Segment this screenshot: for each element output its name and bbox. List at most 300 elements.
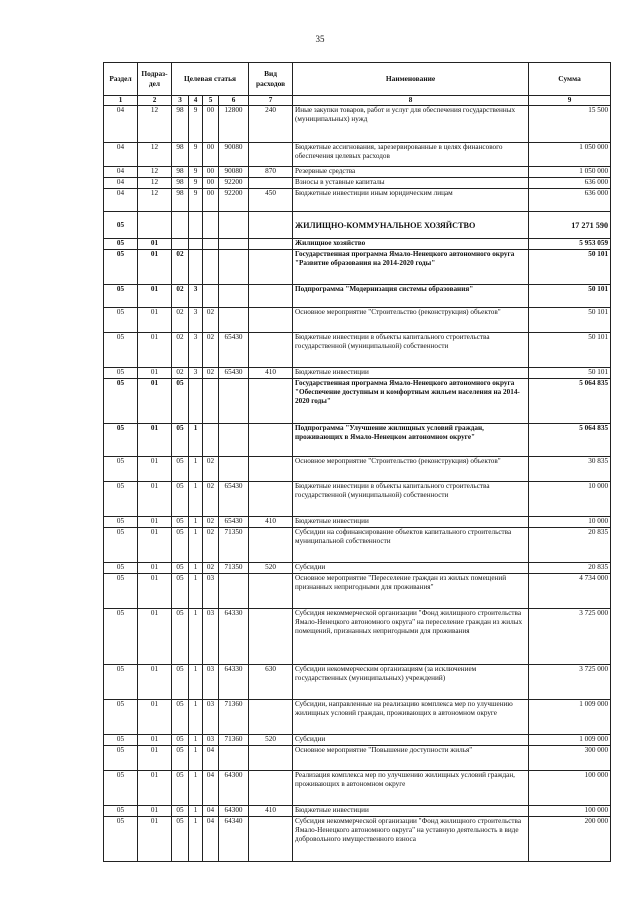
cell-expense-type: 410 (249, 806, 293, 817)
cell-podrazdel: 01 (138, 424, 172, 457)
cell-activity: 03 (203, 735, 219, 746)
table-row (104, 482, 611, 517)
cell-name: Реализация комплекса мер по улучшению жилищных условий граждан, проживающих в автономном округе (293, 771, 529, 806)
cell-podrazdel: 01 (138, 528, 172, 563)
cell-expense-type (249, 379, 293, 424)
cell-razdel: 05 (104, 665, 138, 700)
cell-subprogram: 3 (189, 368, 203, 379)
cell-razdel: 04 (104, 106, 138, 143)
cell-activity (203, 379, 219, 424)
cell-name: Основное мероприятие "Повышение доступности жилья" (293, 746, 529, 771)
cell-activity (203, 212, 219, 239)
cell-subprogram: 1 (189, 424, 203, 457)
table-row (104, 517, 611, 528)
cell-activity (203, 424, 219, 457)
cell-activity: 02 (203, 517, 219, 528)
cell-expense-type (249, 212, 293, 239)
cell-activity: 00 (203, 143, 219, 167)
cell-program: 05 (172, 665, 189, 700)
cell-razdel: 04 (104, 178, 138, 189)
cell-subprogram: 1 (189, 806, 203, 817)
table-body (104, 106, 611, 862)
cell-sum: 50 101 (529, 285, 611, 308)
cell-program: 05 (172, 563, 189, 574)
cell-name: Субсидии на софинансирование объектов капитального строительства муниципальной собственности (293, 528, 529, 563)
cell-podrazdel: 01 (138, 482, 172, 517)
cell-expense-type (249, 457, 293, 482)
cell-direction: 71350 (219, 528, 249, 563)
cell-program: 05 (172, 379, 189, 424)
cell-program: 05 (172, 700, 189, 735)
cell-subprogram: 9 (189, 189, 203, 212)
cell-podrazdel: 01 (138, 239, 172, 250)
cell-subprogram: 1 (189, 817, 203, 862)
cell-podrazdel: 01 (138, 735, 172, 746)
table-row (104, 285, 611, 308)
header-expense-type: Вид расходов (249, 63, 293, 96)
cell-name: Государственная программа Ямало-Ненецкого автономного округа "Развитие образования на 2014-2020 годы" (293, 250, 529, 285)
cell-subprogram: 9 (189, 106, 203, 143)
cell-activity: 02 (203, 308, 219, 333)
cell-sum: 636 000 (529, 189, 611, 212)
cell-razdel: 05 (104, 771, 138, 806)
table-row (104, 563, 611, 574)
cell-expense-type (249, 746, 293, 771)
cell-name: Субсидии, направленные на реализацию комплекса мер по улучшению жилищных условий граждан, проживающих в автономном округе (293, 700, 529, 735)
cell-name: Основное мероприятие "Строительство (реконструкция) объектов" (293, 457, 529, 482)
cell-expense-type: 240 (249, 106, 293, 143)
cell-program: 05 (172, 517, 189, 528)
cell-sum: 3 725 000 (529, 609, 611, 665)
cell-razdel: 05 (104, 212, 138, 239)
cell-subprogram (189, 212, 203, 239)
cell-expense-type (249, 771, 293, 806)
cell-expense-type: 520 (249, 735, 293, 746)
cell-subprogram: 1 (189, 735, 203, 746)
cell-subprogram: 3 (189, 308, 203, 333)
cell-sum: 636 000 (529, 178, 611, 189)
cell-direction: 65430 (219, 517, 249, 528)
column-number: 8 (293, 96, 529, 106)
header-name: Наименование (293, 63, 529, 96)
cell-name: Субсидии (293, 563, 529, 574)
cell-name: Бюджетные инвестиции (293, 517, 529, 528)
cell-direction: 65430 (219, 333, 249, 368)
cell-razdel: 05 (104, 517, 138, 528)
cell-expense-type (249, 424, 293, 457)
cell-subprogram: 3 (189, 333, 203, 368)
cell-name: Бюджетные инвестиции иным юридическим лицам (293, 189, 529, 212)
cell-program: 05 (172, 771, 189, 806)
cell-direction (219, 379, 249, 424)
cell-sum: 1 009 000 (529, 735, 611, 746)
cell-name: Подпрограмма "Модернизация системы образования" (293, 285, 529, 308)
cell-expense-type (249, 250, 293, 285)
cell-sum: 1 050 000 (529, 143, 611, 167)
cell-program: 98 (172, 167, 189, 178)
cell-razdel: 05 (104, 368, 138, 379)
cell-podrazdel: 01 (138, 333, 172, 368)
cell-name: Субсидия некоммерческой организации "Фонд жилищного строительства Ямало-Ненецкого автономного округа" на переселение граждан из жилых помещений, признанных непригодными для проживания (293, 609, 529, 665)
cell-expense-type (249, 333, 293, 368)
cell-name: Бюджетные ассигнования, зарезервированные в целях финансового обеспечения целевых расходов (293, 143, 529, 167)
cell-sum: 50 101 (529, 250, 611, 285)
table-row (104, 528, 611, 563)
table-row (104, 735, 611, 746)
column-number: 9 (529, 96, 611, 106)
cell-sum: 50 101 (529, 333, 611, 368)
cell-podrazdel: 01 (138, 457, 172, 482)
cell-expense-type (249, 239, 293, 250)
cell-podrazdel: 01 (138, 574, 172, 609)
table-row (104, 333, 611, 368)
cell-razdel: 05 (104, 424, 138, 457)
cell-razdel: 04 (104, 189, 138, 212)
cell-direction (219, 285, 249, 308)
cell-razdel: 05 (104, 528, 138, 563)
cell-direction: 90080 (219, 167, 249, 178)
cell-sum: 1 009 000 (529, 700, 611, 735)
cell-sum: 100 000 (529, 806, 611, 817)
cell-activity: 04 (203, 746, 219, 771)
cell-podrazdel: 01 (138, 817, 172, 862)
cell-podrazdel: 01 (138, 285, 172, 308)
cell-sum: 20 835 (529, 528, 611, 563)
cell-subprogram: 1 (189, 609, 203, 665)
cell-direction: 65430 (219, 368, 249, 379)
cell-program: 02 (172, 368, 189, 379)
cell-activity: 02 (203, 368, 219, 379)
cell-sum: 20 835 (529, 563, 611, 574)
cell-expense-type (249, 143, 293, 167)
cell-program: 02 (172, 308, 189, 333)
cell-direction (219, 574, 249, 609)
cell-direction (219, 457, 249, 482)
table-row (104, 106, 611, 143)
table-row (104, 817, 611, 862)
cell-name: Субсидии (293, 735, 529, 746)
cell-expense-type (249, 817, 293, 862)
cell-razdel: 05 (104, 563, 138, 574)
cell-direction: 92200 (219, 178, 249, 189)
cell-expense-type (249, 609, 293, 665)
cell-program: 98 (172, 143, 189, 167)
table-row (104, 700, 611, 735)
cell-program: 05 (172, 482, 189, 517)
table-row (104, 424, 611, 457)
cell-program: 98 (172, 178, 189, 189)
cell-subprogram: 1 (189, 563, 203, 574)
cell-direction: 12800 (219, 106, 249, 143)
cell-razdel: 05 (104, 333, 138, 368)
cell-sum: 17 271 590 (529, 212, 611, 239)
cell-podrazdel: 01 (138, 746, 172, 771)
cell-razdel: 05 (104, 250, 138, 285)
cell-expense-type (249, 700, 293, 735)
cell-podrazdel: 01 (138, 806, 172, 817)
cell-sum: 50 101 (529, 368, 611, 379)
header-row (104, 63, 611, 96)
cell-razdel: 05 (104, 285, 138, 308)
cell-podrazdel: 12 (138, 178, 172, 189)
table-row (104, 457, 611, 482)
cell-program (172, 212, 189, 239)
cell-subprogram: 1 (189, 665, 203, 700)
cell-razdel: 04 (104, 143, 138, 167)
cell-subprogram: 1 (189, 771, 203, 806)
cell-subprogram: 1 (189, 746, 203, 771)
cell-subprogram: 3 (189, 285, 203, 308)
table-row (104, 771, 611, 806)
cell-direction: 71360 (219, 700, 249, 735)
cell-program: 02 (172, 285, 189, 308)
cell-direction: 90080 (219, 143, 249, 167)
cell-program: 05 (172, 528, 189, 563)
cell-razdel: 05 (104, 735, 138, 746)
header-podrazdel: Подраз- дел (138, 63, 172, 96)
cell-razdel: 05 (104, 239, 138, 250)
table-row (104, 574, 611, 609)
cell-program: 05 (172, 574, 189, 609)
cell-name: Бюджетные инвестиции (293, 806, 529, 817)
cell-activity: 04 (203, 806, 219, 817)
cell-subprogram: 1 (189, 700, 203, 735)
cell-program (172, 239, 189, 250)
cell-direction: 64340 (219, 817, 249, 862)
cell-activity: 00 (203, 167, 219, 178)
cell-podrazdel: 12 (138, 143, 172, 167)
cell-activity: 00 (203, 106, 219, 143)
cell-direction: 71360 (219, 735, 249, 746)
cell-sum: 10 000 (529, 517, 611, 528)
cell-sum: 3 725 000 (529, 665, 611, 700)
cell-razdel: 05 (104, 746, 138, 771)
table-row (104, 167, 611, 178)
cell-program: 05 (172, 806, 189, 817)
cell-razdel: 05 (104, 574, 138, 609)
cell-expense-type (249, 178, 293, 189)
cell-program: 05 (172, 817, 189, 862)
cell-activity: 04 (203, 817, 219, 862)
cell-podrazdel: 01 (138, 563, 172, 574)
table-row (104, 178, 611, 189)
cell-activity (203, 250, 219, 285)
cell-razdel: 05 (104, 700, 138, 735)
header-sum: Сумма (529, 63, 611, 96)
cell-sum: 200 000 (529, 817, 611, 862)
cell-direction (219, 250, 249, 285)
cell-podrazdel: 01 (138, 609, 172, 665)
cell-name: Основное мероприятие "Строительство (реконструкция) объектов" (293, 308, 529, 333)
cell-activity (203, 239, 219, 250)
cell-razdel: 05 (104, 817, 138, 862)
cell-expense-type: 410 (249, 517, 293, 528)
cell-direction: 65430 (219, 482, 249, 517)
table-row (104, 143, 611, 167)
cell-sum: 1 050 000 (529, 167, 611, 178)
cell-name: Иные закупки товаров, работ и услуг для обеспечения государственных (муниципальных) нужд (293, 106, 529, 143)
table-row (104, 189, 611, 212)
column-number: 7 (249, 96, 293, 106)
column-number-row (104, 96, 611, 106)
cell-name: Бюджетные инвестиции (293, 368, 529, 379)
cell-subprogram (189, 250, 203, 285)
cell-subprogram: 9 (189, 167, 203, 178)
cell-subprogram (189, 379, 203, 424)
cell-name: Жилищное хозяйство (293, 239, 529, 250)
cell-program: 05 (172, 609, 189, 665)
cell-activity (203, 285, 219, 308)
cell-expense-type: 450 (249, 189, 293, 212)
cell-podrazdel: 01 (138, 368, 172, 379)
cell-razdel: 05 (104, 308, 138, 333)
cell-expense-type (249, 482, 293, 517)
cell-expense-type: 410 (249, 368, 293, 379)
cell-razdel: 05 (104, 379, 138, 424)
cell-program: 05 (172, 424, 189, 457)
cell-razdel: 05 (104, 609, 138, 665)
cell-name: Бюджетные инвестиции в объекты капитального строительства государственной (муниципальной) собственности (293, 333, 529, 368)
table-row (104, 250, 611, 285)
cell-razdel: 05 (104, 482, 138, 517)
cell-sum: 300 000 (529, 746, 611, 771)
table-row (104, 308, 611, 333)
cell-direction: 92200 (219, 189, 249, 212)
column-number: 4 (189, 96, 203, 106)
cell-subprogram: 9 (189, 178, 203, 189)
column-number: 3 (172, 96, 189, 106)
column-number: 2 (138, 96, 172, 106)
column-number: 5 (203, 96, 219, 106)
cell-sum: 30 835 (529, 457, 611, 482)
cell-direction (219, 308, 249, 333)
cell-name: Бюджетные инвестиции в объекты капитального строительства государственной (муниципальной) собственности (293, 482, 529, 517)
cell-name: Резервные средства (293, 167, 529, 178)
cell-podrazdel: 01 (138, 308, 172, 333)
table-row (104, 665, 611, 700)
table-row (104, 806, 611, 817)
cell-program: 05 (172, 746, 189, 771)
cell-subprogram: 9 (189, 143, 203, 167)
cell-program: 02 (172, 333, 189, 368)
header-razdel: Раздел (104, 63, 138, 96)
cell-name: Подпрограмма "Улучшение жилищных условий граждан, проживающих в Ямало-Ненецком автономном округе" (293, 424, 529, 457)
table-row (104, 239, 611, 250)
cell-expense-type (249, 285, 293, 308)
cell-podrazdel: 12 (138, 106, 172, 143)
cell-razdel: 04 (104, 167, 138, 178)
cell-program: 02 (172, 250, 189, 285)
cell-podrazdel (138, 212, 172, 239)
cell-name: Субсидии некоммерческим организациям (за исключением государственных (муниципальных) учреждений) (293, 665, 529, 700)
cell-program: 05 (172, 457, 189, 482)
table-row (104, 746, 611, 771)
cell-name: Взносы в уставные капиталы (293, 178, 529, 189)
table-row (104, 379, 611, 424)
cell-program: 98 (172, 106, 189, 143)
cell-expense-type: 870 (249, 167, 293, 178)
cell-name: Основное мероприятие "Переселение граждан из жилых помещений признанных непригодными для проживания" (293, 574, 529, 609)
cell-program: 98 (172, 189, 189, 212)
cell-activity: 02 (203, 333, 219, 368)
cell-expense-type: 630 (249, 665, 293, 700)
cell-expense-type (249, 574, 293, 609)
page-number: 35 (315, 34, 325, 44)
cell-subprogram: 1 (189, 517, 203, 528)
cell-direction: 64330 (219, 665, 249, 700)
cell-activity: 00 (203, 189, 219, 212)
cell-podrazdel: 01 (138, 700, 172, 735)
cell-expense-type (249, 528, 293, 563)
cell-sum: 15 500 (529, 106, 611, 143)
table-row (104, 212, 611, 239)
cell-sum: 5 953 059 (529, 239, 611, 250)
cell-activity: 00 (203, 178, 219, 189)
cell-sum: 10 000 (529, 482, 611, 517)
cell-podrazdel: 01 (138, 771, 172, 806)
budget-table (103, 62, 611, 862)
cell-sum: 4 734 000 (529, 574, 611, 609)
cell-subprogram (189, 239, 203, 250)
cell-sum: 100 000 (529, 771, 611, 806)
cell-razdel: 05 (104, 806, 138, 817)
cell-expense-type (249, 308, 293, 333)
header-target-article: Целевая статья (172, 63, 249, 96)
cell-name: ЖИЛИЩНО-КОММУНАЛЬНОЕ ХОЗЯЙСТВО (293, 212, 529, 239)
cell-name: Субсидия некоммерческой организации "Фонд жилищного строительства Ямало-Ненецкого автономного округа" на уставную деятельность в виде добровольного имущественного взноса (293, 817, 529, 862)
cell-direction: 64330 (219, 609, 249, 665)
cell-direction (219, 424, 249, 457)
cell-activity: 02 (203, 528, 219, 563)
cell-podrazdel: 12 (138, 189, 172, 212)
cell-razdel: 05 (104, 457, 138, 482)
cell-podrazdel: 01 (138, 517, 172, 528)
cell-name: Государственная программа Ямало-Ненецкого автономного округа "Обеспечение доступным и комфортным жильем населения на 2014-2020 годы" (293, 379, 529, 424)
cell-activity: 03 (203, 665, 219, 700)
cell-subprogram: 1 (189, 482, 203, 517)
cell-podrazdel: 12 (138, 167, 172, 178)
cell-direction: 64300 (219, 771, 249, 806)
column-number: 6 (219, 96, 249, 106)
cell-activity: 02 (203, 457, 219, 482)
cell-direction (219, 212, 249, 239)
cell-activity: 02 (203, 563, 219, 574)
cell-sum: 5 064 835 (529, 379, 611, 424)
cell-podrazdel: 01 (138, 379, 172, 424)
cell-expense-type: 520 (249, 563, 293, 574)
cell-activity: 02 (203, 482, 219, 517)
cell-subprogram: 1 (189, 574, 203, 609)
cell-activity: 04 (203, 771, 219, 806)
cell-activity: 03 (203, 609, 219, 665)
cell-activity: 03 (203, 700, 219, 735)
cell-sum: 5 064 835 (529, 424, 611, 457)
cell-podrazdel: 01 (138, 665, 172, 700)
cell-podrazdel: 01 (138, 250, 172, 285)
column-number: 1 (104, 96, 138, 106)
cell-sum: 50 101 (529, 308, 611, 333)
cell-direction: 64300 (219, 806, 249, 817)
table-row (104, 368, 611, 379)
cell-activity: 03 (203, 574, 219, 609)
cell-direction: 71350 (219, 563, 249, 574)
table-row (104, 609, 611, 665)
cell-program: 05 (172, 735, 189, 746)
cell-subprogram: 1 (189, 457, 203, 482)
cell-direction (219, 746, 249, 771)
cell-subprogram: 1 (189, 528, 203, 563)
cell-direction (219, 239, 249, 250)
